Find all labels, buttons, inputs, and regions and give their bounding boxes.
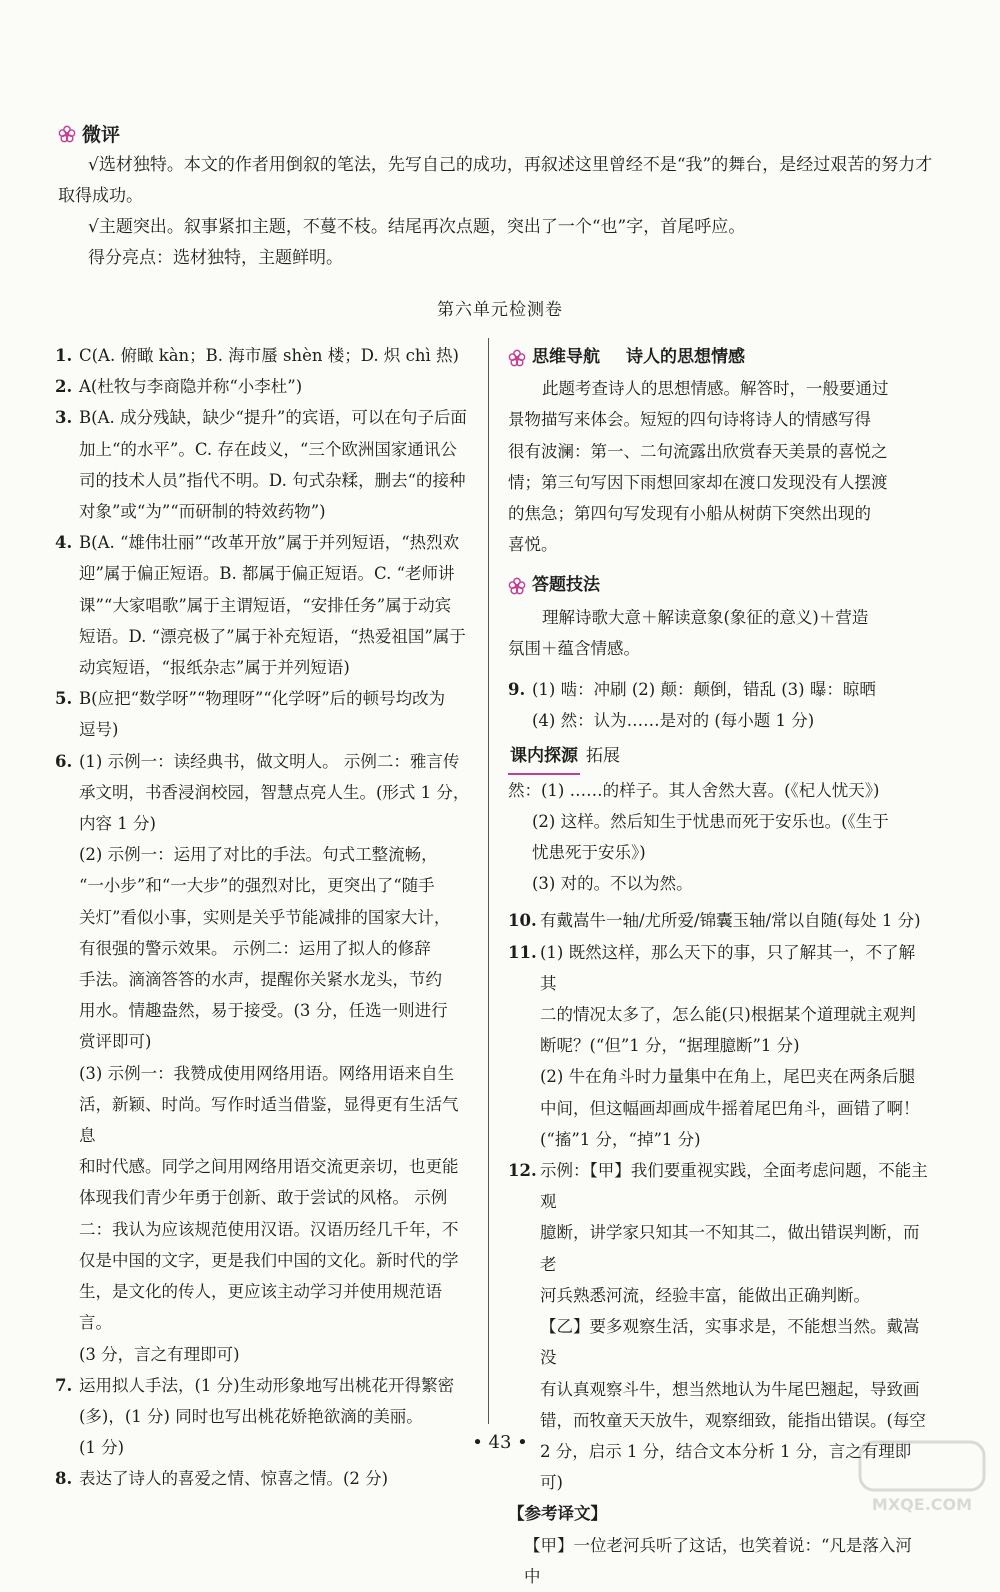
answer-item: 5. B(应把“数学呀”“物理呀”“化学呀”后的顿号均改为 xyxy=(55,689,446,709)
review-line: 得分亮点：选材独特，主题鲜明。 xyxy=(88,248,343,268)
answer-line: (4) 然：认为……是对的 (每小题 1 分) xyxy=(532,711,815,731)
nav-line: 喜悦。 xyxy=(508,535,558,555)
answer-line: (3) 示例一：我赞成使用网络用语。网络用语来自生 xyxy=(79,1063,455,1083)
answer-line: 臆断，讲学家只知其一不知其二，做出错误判断，而老 xyxy=(540,1223,920,1274)
answer-line: (1 分) xyxy=(79,1438,125,1458)
answer-line: 中间，但这幅画却画成牛摇着尾巴角斗，画错了啊！ xyxy=(540,1098,920,1118)
answer-item: 11. (1) 既然这样，那么天下的事，只了解其一，不了解其 xyxy=(508,942,916,993)
answer-line: (2) 示例一：运用了对比的手法。句式工整流畅， xyxy=(79,845,438,865)
answer-line: 活，新颖、时尚。写作时适当借鉴，显得更有生活气息 xyxy=(79,1094,459,1146)
explore-header xyxy=(508,740,928,774)
answer-item: 4. B(A. “雄伟壮丽”“改革开放”属于并列短语，“热烈欢 xyxy=(55,533,460,553)
review-line: 取得成功。 xyxy=(58,186,143,206)
flower-icon xyxy=(508,577,526,595)
thinking-nav-heading: 思维导航 xyxy=(532,347,600,367)
explore-line: (2) 这样。然后知生于忧患而死于安乐也。(《生于 xyxy=(532,811,889,831)
explore-tail-label: 拓展 xyxy=(586,746,620,767)
answer-line: 动宾短语，“报纸杂志”属于并列短语) xyxy=(79,658,350,678)
answer-line: 错，而牧童天天放牛，观察细致，能指出错误。(每空 xyxy=(540,1410,926,1430)
answer-line: 关灯”看似小事，实则是关乎节能减排的国家大计， xyxy=(79,907,451,927)
answer-line: 承文明，书香浸润校园，智慧点亮人生。(形式 1 分， xyxy=(79,782,470,802)
answer-line: 课”“大家唱歌”属于主谓短语，“安排任务”属于动宾 xyxy=(79,595,452,615)
answer-line: 司的技术人员”指代不明。D. 句式杂糅，删去“的接种 xyxy=(79,470,466,490)
review-line: √主题突出。叙事紧扣主题，不蔓不枝。结尾再次点题，突出了一个“也”字，首尾呼应。 xyxy=(88,217,746,237)
answer-line: 迎”属于偏正短语。B. 都属于偏正短语。C. “老师讲 xyxy=(79,564,455,584)
answer-line: 有很强的警示效果。 示例二：运用了拟人的修辞 xyxy=(79,938,431,958)
answer-tips-heading: 答题技法 xyxy=(532,575,600,596)
answer-line: 河兵熟悉河流，经验丰富，能做出正确判断。 xyxy=(540,1285,870,1305)
answer-line: 赏评即可) xyxy=(79,1032,152,1052)
answer-item: 7. 运用拟人手法，(1 分)生动形象地写出桃花开得繁密 xyxy=(55,1375,455,1395)
answer-line: 和时代感。同学之间用网络用语交流更亲切，也更能 xyxy=(79,1157,459,1177)
answer-item: 9. (1) 啮：冲刷 (2) 颠：颠倒，错乱 (3) 曝：晾晒 xyxy=(508,680,876,700)
answer-item: 10. 有戴嵩牛一轴/尤所爱/锦囊玉轴/常以自随(每处 1 分) xyxy=(508,911,921,931)
flower-icon xyxy=(508,349,526,367)
svg-text:MXQE.COM: MXQE.COM xyxy=(871,1495,973,1514)
answer-line: 体现我们青少年勇于创新、敢于尝试的风格。 示例 xyxy=(79,1188,448,1208)
answer-line: 用水。情趣盎然，易于接受。(3 分，任选一则进行 xyxy=(79,1001,448,1021)
review-body xyxy=(58,150,943,274)
nav-line: 此题考查诗人的思想情感。解答时，一般要通过 xyxy=(542,379,889,399)
answer-line: 仅是中国的文字，更是我们中国的文化。新时代的学 xyxy=(79,1250,459,1270)
answer-line: 二的情况太多了，怎么能(只)根据某个道理就主观判 xyxy=(540,1005,916,1025)
reference-heading: 【参考译文】 xyxy=(508,1504,607,1524)
tips-line: 理解诗歌大意＋解读意象(象征的意义)＋营造 xyxy=(542,607,869,627)
answer-item: 12. 示例：【甲】我们要重视实践，全面考虑问题，不能主观 xyxy=(508,1161,928,1212)
review-line: √选材独特。本文的作者用倒叙的笔法，先写自己的成功，再叙述这里曾经不是“我”的舞台，是经过艰苦的努力才 xyxy=(88,155,933,175)
unit-title: 第六单元检测卷 xyxy=(437,300,563,320)
answer-line: 对象”或“为”“而研制的特效药物”) xyxy=(79,502,326,522)
page-number: • 43 • xyxy=(472,1432,528,1453)
answer-item: 2. A(杜牧与李商隐并称“小李杜”) xyxy=(55,377,303,397)
tips-line: 氛围＋蕴含情感。 xyxy=(508,638,640,658)
answer-line: 手法。滴滴答答的水声，提醒你关紧水龙头，节约 xyxy=(79,970,442,990)
answer-line: 加上“的水平”。C. 存在歧义，“三个欧洲国家通讯公 xyxy=(79,439,457,459)
answer-item: 6. (1) 示例一：读经典书，做文明人。 示例二：雅言传 xyxy=(55,751,460,771)
answer-line: 2 分，启示 1 分，结合文本分析 1 分，言之有理即可) xyxy=(540,1441,912,1493)
answer-line: 有认真观察斗牛，想当然地认为牛尾巴翘起，导致画 xyxy=(540,1379,920,1399)
answer-item: 1. C(A. 俯瞰 kàn；B. 海市蜃 shèn 楼；D. 炽 chì 热) xyxy=(55,346,459,365)
explore-line: 然：(1) ……的样子。其人舍然大喜。(《杞人忧天》) xyxy=(508,780,880,800)
nav-line: 情；第三句写因下雨想回家却在渡口发现没有人摆渡 xyxy=(508,472,888,492)
column-divider xyxy=(488,338,489,1424)
review-header xyxy=(58,120,120,147)
explore-line: (3) 对的。不以为然。 xyxy=(532,874,693,894)
answer-line: (多)，(1 分) 同时也写出桃花娇艳欲滴的美丽。 xyxy=(79,1406,423,1426)
left-column xyxy=(55,340,473,1495)
watermark-logo xyxy=(858,1440,986,1518)
thinking-nav-header xyxy=(508,342,928,373)
review-heading: 微评 xyxy=(82,124,121,146)
answer-item: 3. B(A. 成分残缺，缺少“提升”的宾语，可以在句子后面 xyxy=(55,408,467,428)
right-column xyxy=(508,340,928,1592)
answer-line: 逗号) xyxy=(79,720,119,740)
thinking-nav-topic: 诗人的思想情感 xyxy=(626,347,745,367)
answer-line: 内容 1 分) xyxy=(79,814,156,834)
answer-line: 【乙】要多观察生活，实事求是，不能想当然。戴嵩没 xyxy=(540,1317,920,1368)
answer-item: 8. 表达了诗人的喜爱之情、惊喜之情。(2 分) xyxy=(55,1469,389,1489)
answer-tips-header xyxy=(508,570,928,601)
answer-line: (3 分，言之有理即可) xyxy=(79,1344,240,1364)
explore-box-label: 课内探源 xyxy=(508,741,580,774)
nav-line: 景物描写来体会。短短的四句诗将诗人的情感写得 xyxy=(508,410,871,430)
answer-line: 短语。D. “漂亮极了”属于补充短语，“热爱祖国”属于 xyxy=(79,626,466,646)
flower-icon xyxy=(58,125,76,143)
answer-line: 断呢？(“但”1 分，“据理臆断”1 分) xyxy=(540,1036,800,1056)
answer-line: 生，是文化的传人，更应该主动学习并使用规范语言。 xyxy=(79,1282,442,1333)
answer-line: (2) 牛在角斗时力量集中在角上，尾巴夹在两条后腿 xyxy=(540,1067,916,1087)
answer-line: 二：我认为应该规范使用汉语。汉语历经几千年，不 xyxy=(79,1219,459,1239)
nav-line: 的焦急；第四句写发现有小船从树荫下突然出现的 xyxy=(508,504,871,524)
answer-line: (“搐”1 分，“掉”1 分) xyxy=(540,1129,701,1149)
explore-line: 忧患死于安乐》) xyxy=(532,843,646,863)
nav-line: 很有波澜：第一、二句流露出欣赏春天美景的喜悦之 xyxy=(508,441,888,461)
answer-line: “一小步”和“一大步”的强烈对比，更突出了“随手 xyxy=(79,876,435,896)
reference-line: 【甲】一位老河兵听了这话，也笑着说：“凡是落入河中 xyxy=(524,1535,912,1586)
